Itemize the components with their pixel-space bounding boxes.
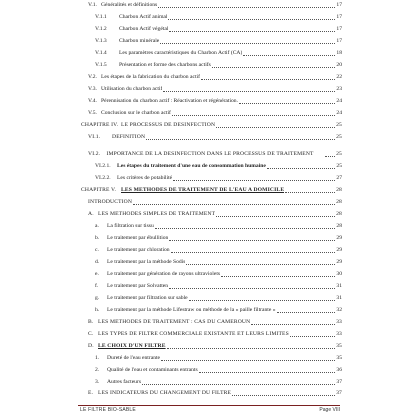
toc-dot-leader bbox=[161, 360, 335, 361]
toc-entry-introduction[interactable] bbox=[88, 199, 342, 206]
toc-entry-a-e[interactable] bbox=[95, 271, 342, 278]
toc-title: Le traitement par chloration bbox=[107, 247, 170, 253]
toc-dot-leader bbox=[216, 127, 335, 128]
toc-title: Charbon minérale bbox=[119, 38, 160, 44]
footer-rule bbox=[78, 405, 340, 406]
toc-page-number: 32 bbox=[336, 307, 342, 313]
toc-dot-leader bbox=[212, 67, 336, 68]
toc-title: LES INDICATEURS DU CHANGEMENT DU FILTRE bbox=[98, 390, 232, 396]
toc-title: Généralités et définitions bbox=[101, 2, 158, 8]
toc-number: g. bbox=[95, 295, 100, 301]
toc-title: Les étapes de la fabrication du charbon actif bbox=[101, 74, 200, 80]
toc-number: V.5. bbox=[88, 110, 97, 116]
toc-number: V.1.1 bbox=[95, 14, 107, 20]
toc-dot-leader bbox=[163, 91, 335, 92]
toc-entry-vi1[interactable] bbox=[88, 134, 342, 141]
toc-page-number: 18 bbox=[336, 50, 342, 56]
toc-title: La filtration sur tissu bbox=[107, 223, 154, 229]
toc-title: Les étapes du traitement d'une eau de consommation humaine bbox=[117, 163, 266, 169]
toc-number: h. bbox=[95, 307, 100, 313]
toc-number: CHAPITRE V. bbox=[81, 187, 117, 193]
toc-dot-leader bbox=[186, 264, 335, 265]
toc-entry-v4[interactable] bbox=[88, 98, 342, 105]
toc-number: 2. bbox=[95, 367, 100, 373]
toc-page-number: 24 bbox=[336, 110, 342, 116]
toc-number: E. bbox=[88, 390, 94, 396]
toc-title: Pérennisation du charbon actif : Réactivation et régénération. bbox=[101, 98, 238, 104]
toc-page-number: 30 bbox=[336, 271, 342, 277]
toc-page-number: 29 bbox=[336, 259, 342, 265]
toc-number: b. bbox=[95, 235, 100, 241]
toc-dot-leader bbox=[285, 192, 335, 193]
toc-dot-leader bbox=[243, 55, 335, 56]
toc-entry-a-a[interactable] bbox=[95, 223, 342, 230]
toc-number: e. bbox=[95, 271, 99, 277]
toc-page-number: 17 bbox=[336, 14, 342, 20]
toc-number: V.1. bbox=[88, 2, 97, 8]
toc-number: A. bbox=[88, 211, 94, 217]
toc-title bbox=[88, 151, 324, 158]
toc-number: V.1.4 bbox=[95, 50, 107, 56]
toc-entry-v3[interactable] bbox=[88, 86, 342, 93]
toc-dot-leader bbox=[167, 348, 335, 349]
toc-dot-leader bbox=[172, 115, 336, 116]
toc-page-number: 28 bbox=[336, 211, 342, 217]
toc-entry-a-b[interactable] bbox=[95, 235, 342, 242]
toc-title: Charbon Actif végétal bbox=[119, 26, 169, 32]
toc-number: V.1.2 bbox=[95, 26, 107, 32]
toc-dot-leader bbox=[201, 79, 335, 80]
toc-title: Le traitement par ébullition bbox=[107, 235, 169, 241]
toc-entry-a[interactable] bbox=[88, 211, 342, 218]
toc-entry-v1-1[interactable] bbox=[95, 14, 342, 21]
toc-entry-d-1[interactable] bbox=[95, 355, 342, 362]
toc-entry-d-3[interactable] bbox=[95, 379, 342, 386]
toc-number: V.1.3 bbox=[95, 38, 107, 44]
toc-number: D. bbox=[88, 343, 94, 349]
toc-dot-leader bbox=[168, 19, 335, 20]
toc-entry-v1-3[interactable] bbox=[95, 38, 342, 45]
toc-title: Les critères de potabilité bbox=[117, 175, 173, 181]
toc-number: CHAPITRE IV. bbox=[81, 122, 119, 128]
toc-page-number: 33 bbox=[336, 319, 342, 325]
toc-title: Le traitement par filtration sur sable bbox=[107, 295, 188, 301]
toc-entry-v1-5[interactable] bbox=[95, 62, 342, 69]
toc-page-number: 25 bbox=[336, 151, 342, 157]
toc-title: Conclusion sur le charbon actif bbox=[101, 110, 171, 116]
toc-page-number: 33 bbox=[336, 331, 342, 337]
toc-page-number: 17 bbox=[336, 26, 342, 32]
footer-page-number: Page VIII bbox=[319, 407, 340, 413]
toc-page-number: 35 bbox=[336, 343, 342, 349]
toc-entry-a-f[interactable] bbox=[95, 283, 342, 290]
toc-dot-leader bbox=[158, 7, 335, 8]
toc-number: B. bbox=[88, 319, 94, 325]
toc-page-number: 23 bbox=[336, 86, 342, 92]
toc-title: Le traitement par la méthode Lifestraw ou méthode de la « paille filtrante » bbox=[107, 307, 276, 313]
toc-dot-leader bbox=[169, 240, 335, 241]
toc-page-number: 27 bbox=[336, 175, 342, 181]
toc-title: Dureté de l'eau entrante bbox=[107, 355, 161, 361]
toc-title: LES TYPES DE FILTRE COMMERCIALE EXISTANTE ET LEURS LIMITES bbox=[98, 331, 289, 337]
toc-page-number: 28 bbox=[336, 223, 342, 229]
toc-dot-leader bbox=[239, 103, 335, 104]
toc-title: DEFINITION bbox=[112, 134, 146, 140]
toc-number: V.1.5 bbox=[95, 62, 107, 68]
toc-dot-leader bbox=[267, 168, 336, 169]
toc-entry-e[interactable] bbox=[88, 390, 342, 397]
toc-entry-a-d[interactable] bbox=[95, 259, 342, 266]
toc-entry-a-g[interactable] bbox=[95, 295, 342, 302]
toc-page-number: 25 bbox=[336, 134, 342, 140]
toc-title: Le traitement par la méthode Sodis bbox=[107, 259, 186, 265]
toc-page-number: 20 bbox=[336, 62, 342, 68]
toc-title: LE CHOIX D'UN FILTRE bbox=[98, 343, 166, 349]
toc-entry-a-c[interactable] bbox=[95, 247, 342, 254]
toc-entry-a-h[interactable] bbox=[95, 307, 342, 314]
toc-title: Utilisation du charbon actif bbox=[101, 86, 163, 92]
toc-entry-chapitre-iv[interactable] bbox=[81, 122, 342, 129]
toc-page-number: 24 bbox=[336, 98, 342, 104]
toc-dot-leader bbox=[142, 384, 335, 385]
toc-dot-leader bbox=[325, 156, 335, 157]
toc-page-number: 29 bbox=[336, 247, 342, 253]
toc-page-number: 28 bbox=[336, 187, 342, 193]
toc-entry-b[interactable] bbox=[88, 319, 342, 326]
toc-page-number: 25 bbox=[336, 122, 342, 128]
toc-title: Autres facteurs bbox=[107, 379, 142, 385]
toc-entry-v1-2[interactable] bbox=[95, 26, 342, 33]
toc-dot-leader bbox=[146, 139, 335, 140]
toc-number: VI.2. bbox=[88, 151, 101, 158]
toc-dot-leader bbox=[251, 324, 335, 325]
toc-dot-leader bbox=[160, 43, 335, 44]
toc-dot-leader bbox=[277, 312, 336, 313]
toc-number: V.4. bbox=[88, 98, 97, 104]
toc-title: Les paramètres caractéristiques du Charbon Actif (CA) bbox=[119, 50, 243, 56]
toc-number: V.2. bbox=[88, 74, 97, 80]
toc-page-number: 28 bbox=[336, 199, 342, 205]
toc-dot-leader bbox=[290, 336, 335, 337]
toc-title: Qualité de l'eau et contaminants entrants bbox=[107, 367, 198, 373]
toc-entry-d[interactable] bbox=[88, 343, 342, 350]
toc-title: LES METHODES DE TRAITEMENT DE L'EAU A DOMICILE bbox=[121, 187, 285, 193]
toc-title: Charbon Actif animal bbox=[119, 14, 168, 20]
toc-number: V.3. bbox=[88, 86, 97, 92]
toc-entry-v1[interactable] bbox=[88, 2, 342, 9]
toc-number: d. bbox=[95, 259, 100, 265]
toc-dot-leader bbox=[169, 31, 335, 32]
toc-dot-leader bbox=[173, 180, 335, 181]
toc-number: 1. bbox=[95, 355, 100, 361]
toc-title: LES METHODES DE TRAITEMENT : CAS DU CAMEROUN bbox=[98, 319, 251, 325]
toc-entry-vi2[interactable] bbox=[88, 145, 342, 158]
footer-document-title: LE FILTRE BIO-SABLE bbox=[80, 407, 136, 413]
toc-number: VI.2.2. bbox=[95, 175, 111, 181]
toc-page-number: 36 bbox=[336, 367, 342, 373]
toc-entry-d-2[interactable] bbox=[95, 367, 342, 374]
toc-number: f. bbox=[95, 283, 99, 289]
toc-number: 3. bbox=[95, 379, 100, 385]
toc-entry-vi2-2[interactable] bbox=[95, 175, 342, 182]
toc-number: c. bbox=[95, 247, 99, 253]
toc-number: VI.1. bbox=[88, 134, 101, 140]
toc-page-number: 17 bbox=[336, 38, 342, 44]
toc-title: LE PROCESSUS DE DESINFECTION bbox=[121, 122, 216, 128]
toc-entry-chapitre-v[interactable] bbox=[81, 187, 342, 194]
toc-dot-leader bbox=[199, 372, 336, 373]
toc-number: a. bbox=[95, 223, 99, 229]
toc-entry-vi2-1[interactable] bbox=[95, 163, 342, 170]
toc-title: LES METHODES SIMPLES DE TRAITEMENT bbox=[98, 211, 216, 217]
toc-page-number: 22 bbox=[336, 74, 342, 80]
toc-page-number: 37 bbox=[336, 390, 342, 396]
toc-entry-v5[interactable] bbox=[88, 110, 342, 117]
toc-dot-leader bbox=[221, 276, 335, 277]
toc-number: C. bbox=[88, 331, 94, 337]
toc-dot-leader bbox=[232, 395, 335, 396]
toc-page-number: 17 bbox=[336, 2, 342, 8]
toc-page-number: 35 bbox=[336, 355, 342, 361]
toc-entry-c[interactable] bbox=[88, 331, 342, 338]
toc-number: VI.2.1. bbox=[95, 163, 111, 169]
toc-dot-leader bbox=[189, 300, 336, 301]
toc-title: Le traitement par Solvatten bbox=[107, 283, 169, 289]
toc-entry-v1-4[interactable] bbox=[95, 50, 342, 57]
toc-page-number: 31 bbox=[336, 283, 342, 289]
toc-page-number: 37 bbox=[336, 379, 342, 385]
toc-entry-v2[interactable] bbox=[88, 74, 342, 81]
toc-title-text: IMPORTANCE DE LA DESINFECTION DANS LE PROCESSUS DE TRAITEMENT bbox=[106, 151, 314, 158]
toc-dot-leader bbox=[155, 228, 336, 229]
toc-dot-leader bbox=[171, 252, 336, 253]
toc-dot-leader bbox=[133, 204, 335, 205]
toc-dot-leader bbox=[169, 288, 335, 289]
toc-page-number: 29 bbox=[336, 235, 342, 241]
toc-title: Le traitement par génération de rayons ultraviolets bbox=[107, 271, 221, 277]
toc-page-number: 25 bbox=[336, 163, 342, 169]
toc-title: INTRODUCTION bbox=[88, 199, 133, 205]
toc-page-number: 31 bbox=[336, 295, 342, 301]
toc-title: Présentation et forme des charbons actifs bbox=[119, 62, 211, 68]
toc-dot-leader bbox=[216, 216, 335, 217]
